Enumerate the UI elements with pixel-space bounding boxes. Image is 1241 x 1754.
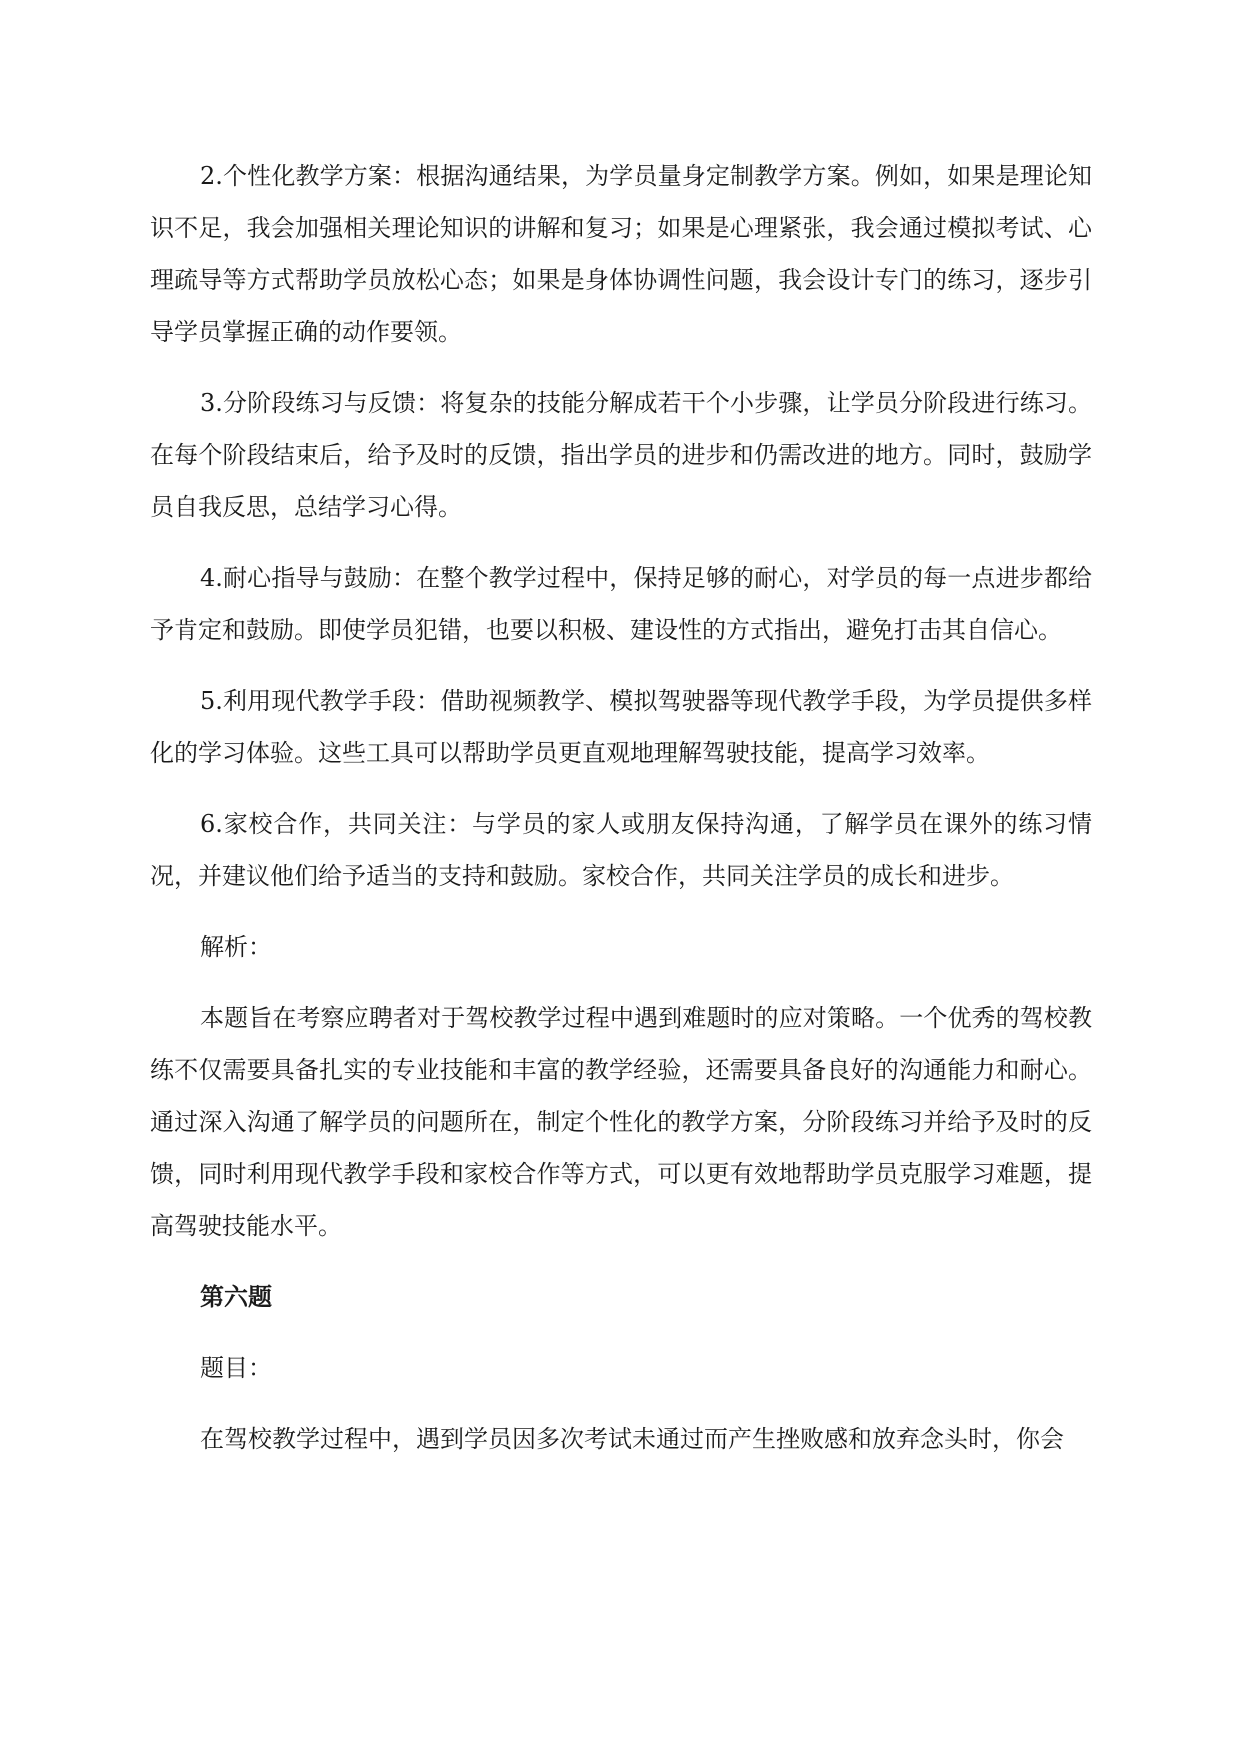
paragraph-modern-teaching: 5.利用现代教学手段：借助视频教学、模拟驾驶器等现代教学手段，为学员提供多样化的学习体验。这些工具可以帮助学员更直观地理解驾驶技能，提高学习效率。 xyxy=(150,687,1092,767)
paragraph-staged-practice: 3.分阶段练习与反馈：将复杂的技能分解成若干个小步骤，让学员分阶段进行练习。在每个阶段结束后，给予及时的反馈，指出学员的进步和仍需改进的地方。同时，鼓励学员自我反思，总结学习心得。 xyxy=(150,389,1092,521)
analysis-label: 解析： xyxy=(200,933,272,961)
question-text: 在驾校教学过程中，遇到学员因多次考试未通过而产生挫败感和放弃念头时，你会 xyxy=(200,1425,1064,1453)
section-heading: 第六题 xyxy=(200,1283,272,1311)
paragraph-analysis: 本题旨在考察应聘者对于驾校教学过程中遇到难题时的应对策略。一个优秀的驾校教练不仅需要具备扎实的专业技能和丰富的教学经验，还需要具备良好的沟通能力和耐心。通过深入沟通了解学员的问题所在，制定个性化的教学方案，分阶段练习并给予及时的反馈，同时利用现代教学手段和家校合作等方式，可以更有效地帮助学员克服学习难题，提高驾驶技能水平。 xyxy=(150,1004,1092,1240)
paragraph-patient-guidance: 4.耐心指导与鼓励：在整个教学过程中，保持足够的耐心，对学员的每一点进步都给予肯定和鼓励。即使学员犯错，也要以积极、建设性的方式指出，避免打击其自信心。 xyxy=(150,564,1092,644)
paragraph-family-cooperation: 6.家校合作，共同关注：与学员的家人或朋友保持沟通，了解学员在课外的练习情况，并建议他们给予适当的支持和鼓励。家校合作，共同关注学员的成长和进步。 xyxy=(150,810,1092,890)
document-page xyxy=(150,150,1092,1484)
paragraph-personalized-plan: 2.个性化教学方案：根据沟通结果，为学员量身定制教学方案。例如，如果是理论知识不足，我会加强相关理论知识的讲解和复习；如果是心理紧张，我会通过模拟考试、心理疏导等方式帮助学员放松心态；如果是身体协调性问题，我会设计专门的练习，逐步引导学员掌握正确的动作要领。 xyxy=(150,162,1092,346)
question-label: 题目： xyxy=(200,1354,272,1382)
